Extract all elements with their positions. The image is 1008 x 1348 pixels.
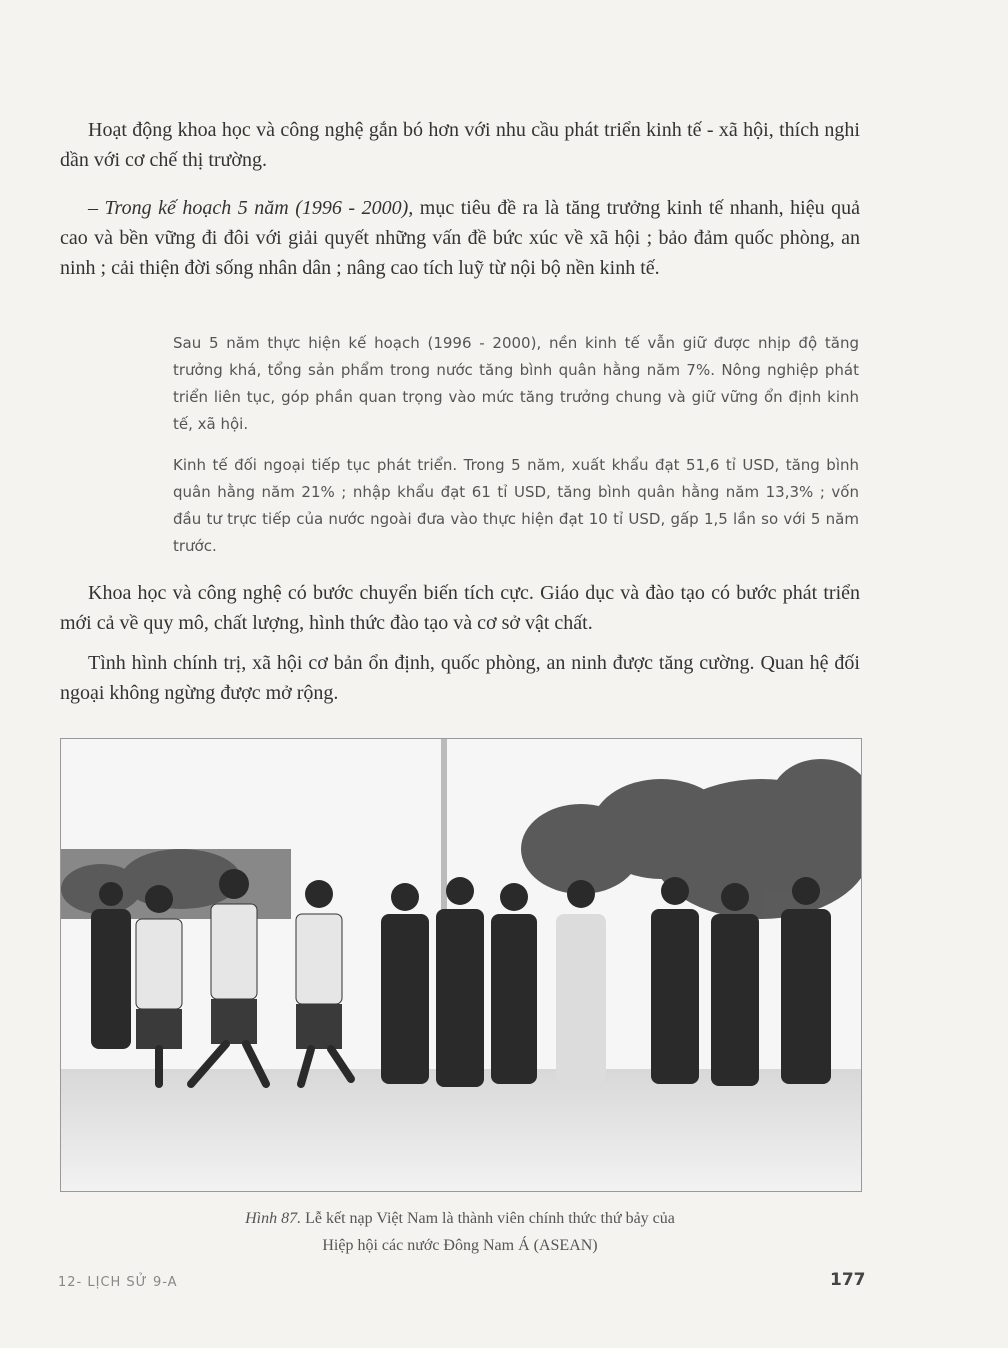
paragraph-plan: [60, 193, 860, 283]
caption-line-2: Hiệp hội các nước Đông Nam Á (ASEAN): [322, 1237, 598, 1254]
paragraph-education: Khoa học và công nghệ có bước chuyển biến tích cực. Giáo dục và đào tạo có bước phát triển mới cả về quy mô, chất lượng, hình thức đào tạo và cơ sở vật chất.: [60, 582, 860, 634]
box-paragraph-trade: Kinh tế đối ngoại tiếp tục phát triển. Trong 5 năm, xuất khẩu đạt 51,6 tỉ USD, tăng bình quân hằng năm 21% ; nhập khẩu đạt 61 tỉ USD, tăng bình quân hằng năm 13,3% ; vốn đầu tư trực tiếp của nước ngoài đưa vào thực hiện đạt 10 tỉ USD, gấp 1,5 lần so với 5 năm trước.: [173, 456, 859, 555]
page-number: 177: [830, 1270, 866, 1290]
footer-book-code: 12- LỊCH SỬ 9-A: [58, 1275, 178, 1290]
caption-line-1: [60, 1205, 860, 1232]
plan-rest: mục tiêu đề ra là tăng trưởng kinh tế nhanh, hiệu quả cao và bền vững đi đôi với giải quyết những vấn đề bức xúc về xã hội ; bảo đảm quốc phòng, an ninh ; cải thiện đời sống nhân dân ; nâng cao tích luỹ từ nội bộ nền kinh tế.: [60, 197, 860, 279]
asean-ceremony-photo: [60, 738, 862, 1192]
paragraph-politics: Tình hình chính trị, xã hội cơ bản ổn định, quốc phòng, an ninh được tăng cường. Quan hệ đối ngoại không ngừng được mở rộng.: [60, 652, 860, 704]
plan-lead: – Trong kế hoạch 5 năm (1996 - 2000),: [88, 197, 414, 219]
paragraph-science: Hoạt động khoa học và công nghệ gắn bó hơn với nhu cầu phát triển kinh tế - xã hội, thích nghi dần với cơ chế thị trường.: [60, 119, 860, 171]
figure-caption: [60, 1205, 860, 1259]
caption-label: Hình 87.: [245, 1210, 302, 1227]
box-paragraph-growth: Sau 5 năm thực hiện kế hoạch (1996 - 2000), nền kinh tế vẫn giữ được nhịp độ tăng trưởng khá, tổng sản phẩm trong nước tăng bình quân hằng năm 7%. Nông nghiệp phát triển liên tục, góp phần quan trọng vào mức tăng trưởng chung và giữ vững ổn định kinh tế, xã hội.: [173, 334, 859, 433]
photo-illustration: [61, 739, 861, 1191]
caption-text-1: Lễ kết nạp Việt Nam là thành viên chính thức thứ bảy của: [301, 1210, 675, 1227]
